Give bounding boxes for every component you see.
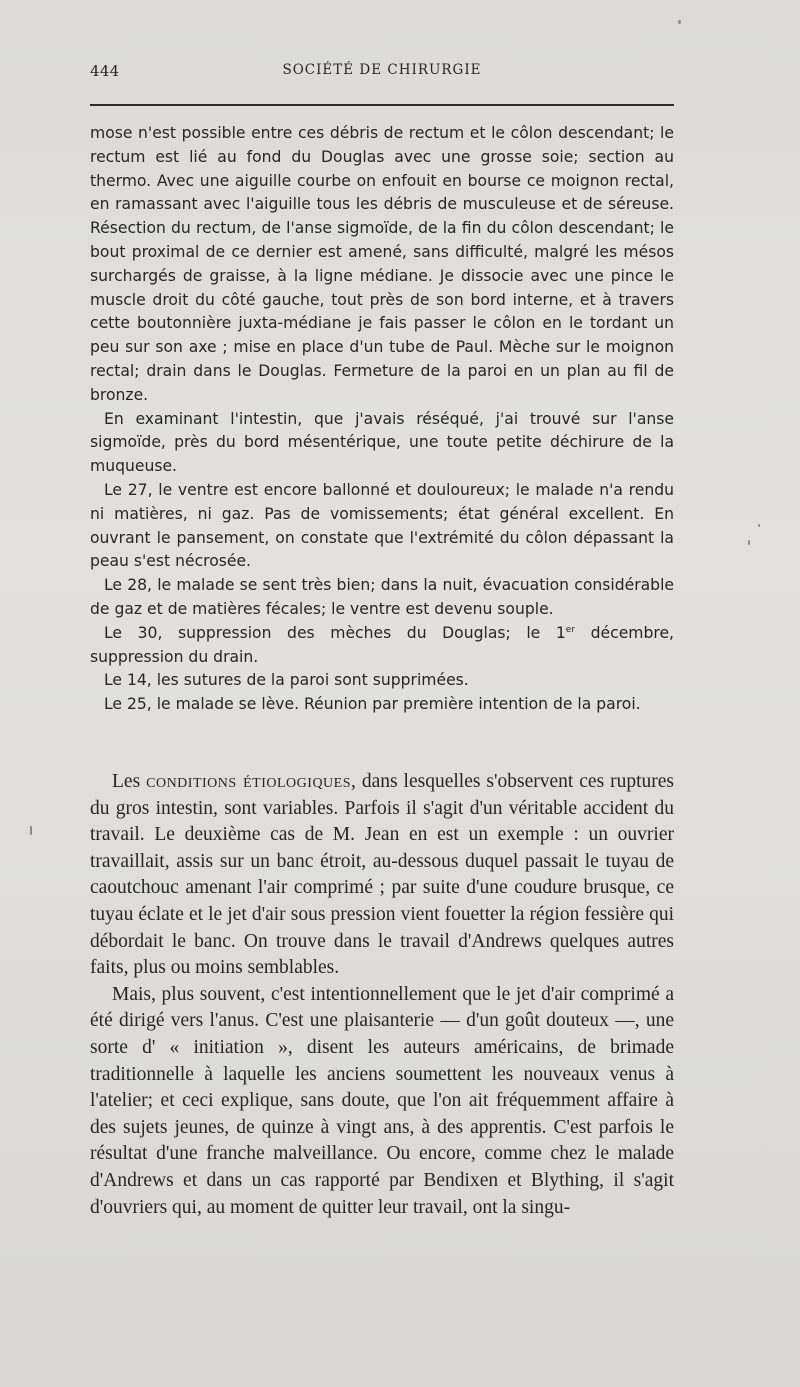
page-header [90,62,674,86]
page-number: 444 [90,62,120,80]
discussion-paragraph-2: Mais, plus souvent, c'est intentionnellement que le jet d'air comprimé a été dirigé vers l'anus. C'est une plaisanterie — d'un goût douteux —, une sorte d' « initiation », disent les auteurs américains, de brimade traditionnelle à laquelle les anciens soumettent les nouveaux venus à l'atelier; et ceci explique, sans doute, que l'on ait fréquemment affaire à des sujets jeunes, de quinze à vingt ans, à des apprentis. C'est parfois le résultat d'une franche malveillance. Ou encore, comme chez le malade d'Andrews et dans un cas rapporté par Bendixen et Blything, il s'agit d'ouvriers qui, au moment de quitter leur travail, ont la singu- [90,983,674,1218]
case-report-paragraph-7: Le 25, le malade se lève. Réunion par première intention de la paroi. [104,695,641,714]
case-report-paragraph-3: Le 27, le ventre est encore ballonné et douloureux; le malade n'a rendu ni matières, ni gaz. Pas de vomissements; état général excellent. En ouvrant le pansement, on constate que l'extrémité du côlon dépassant la peau s'est nécrosée. [90,480,674,571]
case-report-paragraph-5 [90,622,674,670]
case-report-paragraph-2: En examinant l'intestin, que j'avais réséqué, j'ai trouvé sur l'anse sigmoïde, près du bord mésentérique, une toute petite déchirure de la muqueuse. [90,409,674,476]
paragraph-5-text-end: décembre, suppression du drain. [90,623,675,666]
superscript-er: er [565,624,576,635]
case-report-paragraph-4: Le 28, le malade se sent très bien; dans la nuit, évacuation considérable de gaz et de matières fécales; le ventre est devenu souple. [90,576,674,618]
etiological-conditions-term: conditions étiologiques [146,771,352,792]
header-rule [90,104,674,106]
discussion-paragraph-1-rest: , dans lesquelles s'observent ces ruptures du gros intestin, sont variables. Parfois il s'agit d'un véritable accident du travail. Le deuxième cas de M. Jean en est un exemple : un ouvrier travaillait, assis sur un banc étroit, au-dessous duquel passait le tuyau de caoutchouc amenant l'air comprimé ; par suite d'une coudure brusque, ce tuyau éclate et le jet d'air sous pression vient fouetter la région fessière qui débordait le banc. On trouve dans le travail d'Andrews quelques autres faits, plus ou moins semblables. [90,771,675,979]
discussion-lead: Les [112,771,147,792]
case-report-paragraph-1: mose n'est possible entre ces débris de rectum et le côlon descendant; le rectum est lié au fond du Douglas avec une grosse soie; section au thermo. Avec une aiguille courbe on enfouit en bourse ce moignon rectal, en ramassant avec l'aiguille tous les débris de musculeuse et de séreuse. Résection du rectum, de l'anse sigmoïde, de la fin du côlon descendant; le bout proximal de ce dernier est amené, sans difficulté, malgré les mésos surchargés de graisse, à la ligne médiane. Je dissocie avec une pince le muscle droit du côté gauche, tout près de son bord interne, et à travers cette boutonnière juxta-médiane je fais passer le côlon en le tordant un peu sur son axe ; mise en place d'un tube de Paul. Mèche sur le moignon rectal; drain dans le Douglas. Fermeture de la paroi en un plan au fil de bronze. [90,124,674,404]
running-title: SOCIÉTÉ DE CHIRURGIE [282,62,482,78]
paper-speck [758,524,760,527]
discussion-paragraph-1 [90,769,674,982]
case-report-paragraph-6: Le 14, les sutures de la paroi sont supprimées. [104,671,469,690]
paper-speck [30,826,32,835]
paper-speck [678,20,681,24]
case-report-block [90,122,674,717]
paper-speck [748,540,750,545]
discussion-block [90,769,674,1221]
paragraph-5-text-start: Le 30, suppression des mèches du Douglas; le 1 [104,623,566,642]
